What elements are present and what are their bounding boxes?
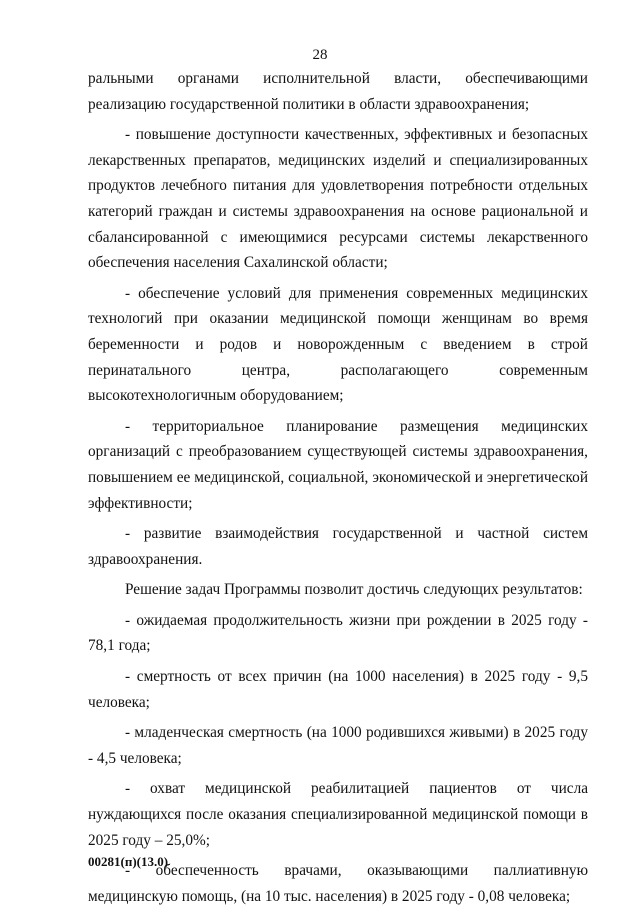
document-code: 00281(п)(13.0) [88, 854, 169, 869]
page-number: 28 [312, 47, 328, 63]
paragraph-palliative-care: - обеспеченность врачами, оказывающими паллиативную медицинскую помощь, (на 10 тыс. населения) в 2025 году - 0,08 человека; [88, 862, 588, 905]
paragraph-rehabilitation: - охват медицинской реабилитацией пациентов от числа нуждающихся после оказания специализированной медицинской помощи в 2025 году – 25,0%; [88, 780, 588, 849]
paragraph-results-intro: Решение задач Программы позволит достичь следующих результатов: [125, 581, 583, 599]
paragraph-maternal-care: - обеспечение условий для применения современных медицинских технологий при оказании медицинской помощи женщинам во время беременности и родов и новорожденным с введением в строй перинатального центра, располагающего современным высокотехнологичным оборудованием; [88, 284, 588, 405]
paragraph-drug-availability: - повышение доступности качественных, эффективных и безопасных лекарственных препаратов, медицинских изделий и специализированных продуктов лечебного питания для удовлетворения потребности отдельных категорий граждан и системы здравоохранения на основе рациональной и сбалансированной с имеющимися ресурсами системы лекарственного обеспечения населения Сахалинской области; [88, 126, 588, 272]
paragraph-life-expectancy: - ожидаемая продолжительность жизни при рождении в 2025 году - 78,1 года; [88, 611, 588, 655]
paragraph-public-private: - развитие взаимодействия государственной и частной систем здравоохранения. [88, 525, 588, 568]
paragraph-territorial-planning: - территориальное планирование размещения медицинских организаций с преобразованием существующей системы здравоохранения, повышением ее медицинской, социальной, экономической и энергетической эффективности; [88, 417, 588, 512]
document-body [88, 66, 588, 909]
paragraph-continuation: ральными органами исполнительной власти, обеспечивающими реализацию государственной политики в области здравоохранения; [88, 70, 588, 113]
paragraph-infant-mortality: - младенческая смертность (на 1000 родившихся живыми) в 2025 году - 4,5 человека; [88, 724, 588, 767]
paragraph-mortality: - смертность от всех причин (на 1000 населения) в 2025 году - 9,5 человека; [88, 668, 588, 711]
